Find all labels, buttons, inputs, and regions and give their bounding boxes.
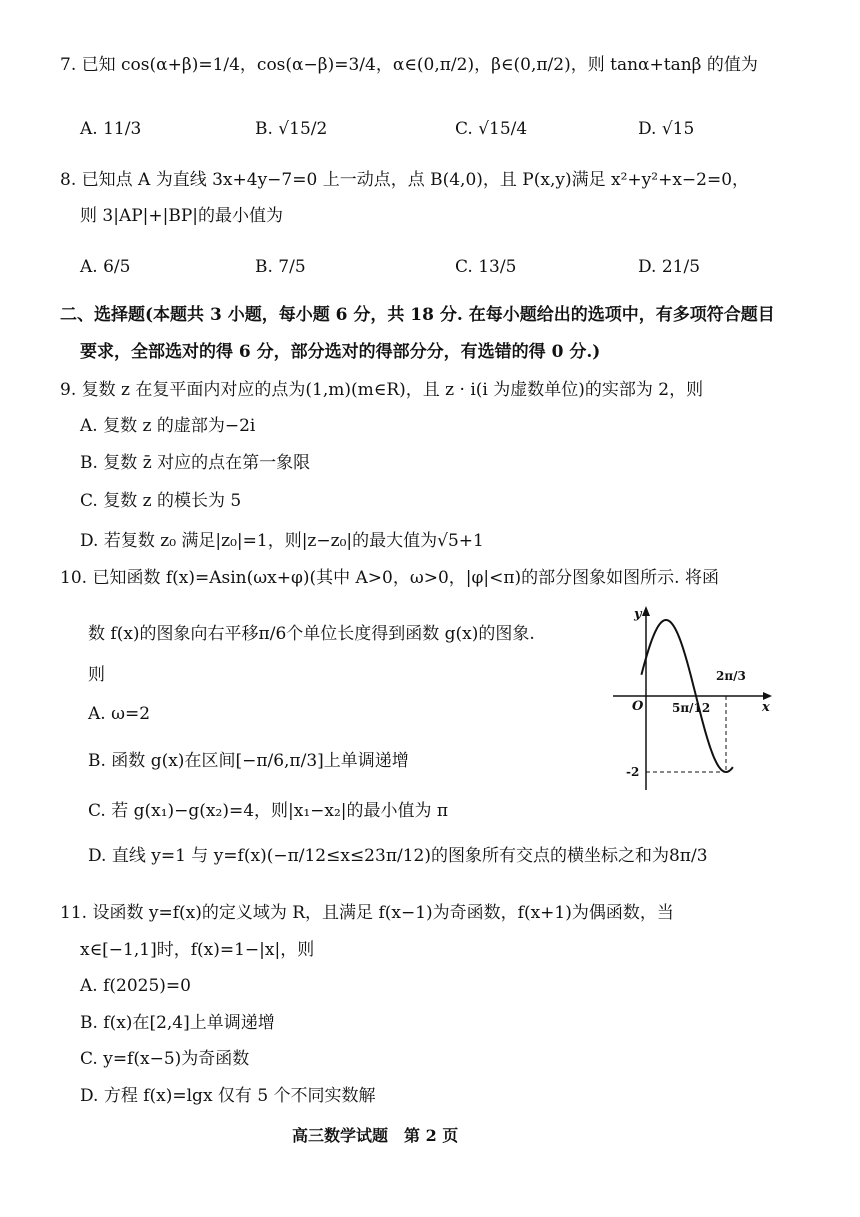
- q10-option-a: A. ω=2: [88, 704, 151, 724]
- section2-heading-line2: 要求，全部选对的得 6 分，部分选对的得部分分，有选错的得 0 分.): [80, 342, 601, 362]
- q9-option-d: D. 若复数 z₀ 满足|z₀|=1，则|z−z₀|的最大值为√5+1: [80, 531, 484, 551]
- q8-option-c: C. 13/5: [455, 257, 517, 277]
- q11-option-d: D. 方程 f(x)=lgx 仅有 5 个不同实数解: [80, 1086, 376, 1106]
- q9-option-a: A. 复数 z 的虚部为−2i: [80, 416, 256, 436]
- q10-function-graph: [608, 600, 778, 795]
- q8-stem-line2: 则 3|AP|+|BP|的最小值为: [80, 206, 284, 226]
- q10-then: 则: [88, 665, 105, 685]
- q9-option-c: C. 复数 z 的模长为 5: [80, 491, 242, 511]
- x-axis-arrow-icon: [763, 692, 772, 700]
- q8-option-b: B. 7/5: [255, 257, 306, 277]
- q8-option-d: D. 21/5: [638, 257, 701, 277]
- graph-origin-label: O: [632, 699, 644, 714]
- q7-stem: 7. 已知 cos(α+β)=1/4，cos(α−β)=3/4，α∈(0,π/2)，β∈(0,π/2)，则 tanα+tanβ 的值为: [60, 55, 758, 75]
- q10-stem-line1: 10. 已知函数 f(x)=Asin(ωx+φ)(其中 A>0，ω>0，|φ|<π)的部分图象如图所示. 将函: [60, 568, 719, 588]
- q8-stem-line1: 8. 已知点 A 为直线 3x+4y−7=0 上一动点，点 B(4,0)，且 P(x,y)满足 x²+y²+x−2=0，: [60, 170, 750, 190]
- q11-option-a: A. f(2025)=0: [80, 976, 191, 996]
- q9-option-b: B. 复数 z̄ 对应的点在第一象限: [80, 453, 311, 473]
- q8-option-a: A. 6/5: [80, 257, 131, 277]
- section2-heading-line1: 二、选择题(本题共 3 小题，每小题 6 分，共 18 分. 在每小题给出的选项中，有多项符合题目: [60, 305, 775, 325]
- page-footer: 高三数学试题 第 2 页: [292, 1126, 459, 1145]
- q11-option-c: C. y=f(x−5)为奇函数: [80, 1049, 250, 1069]
- q11-stem-line1: 11. 设函数 y=f(x)的定义域为 R，且满足 f(x−1)为奇函数，f(x+1)为偶函数，当: [60, 903, 674, 923]
- graph-x-label: x: [762, 700, 770, 715]
- graph-tick-min-label: 2π/3: [716, 669, 746, 683]
- graph-y-min-label: -2: [626, 765, 640, 779]
- graph-tick-zero-label: 5π/12: [672, 701, 711, 715]
- graph-y-label: y: [634, 607, 642, 622]
- y-axis-arrow-icon: [642, 606, 650, 616]
- q10-option-b: B. 函数 g(x)在区间[−π/6,π/3]上单调递增: [88, 751, 409, 771]
- q9-stem: 9. 复数 z 在复平面内对应的点为(1,m)(m∈R)，且 z · i(i 为虚数单位)的实部为 2，则: [60, 380, 704, 400]
- q7-option-b: B. √15/2: [255, 119, 328, 139]
- q10-option-d: D. 直线 y=1 与 y=f(x)(−π/12≤x≤23π/12)的图象所有交点的横坐标之和为8π/3: [88, 846, 708, 866]
- q7-option-c: C. √15/4: [455, 119, 528, 139]
- q11-stem-line2: x∈[−1,1]时，f(x)=1−|x|，则: [80, 940, 315, 960]
- q7-option-a: A. 11/3: [80, 119, 142, 139]
- q10-option-c: C. 若 g(x₁)−g(x₂)=4，则|x₁−x₂|的最小值为 π: [88, 801, 449, 821]
- q10-stem-line2: 数 f(x)的图象向右平移π/6个单位长度得到函数 g(x)的图象.: [88, 624, 535, 644]
- q11-option-b: B. f(x)在[2,4]上单调递增: [80, 1013, 275, 1033]
- q7-option-d: D. √15: [638, 119, 695, 139]
